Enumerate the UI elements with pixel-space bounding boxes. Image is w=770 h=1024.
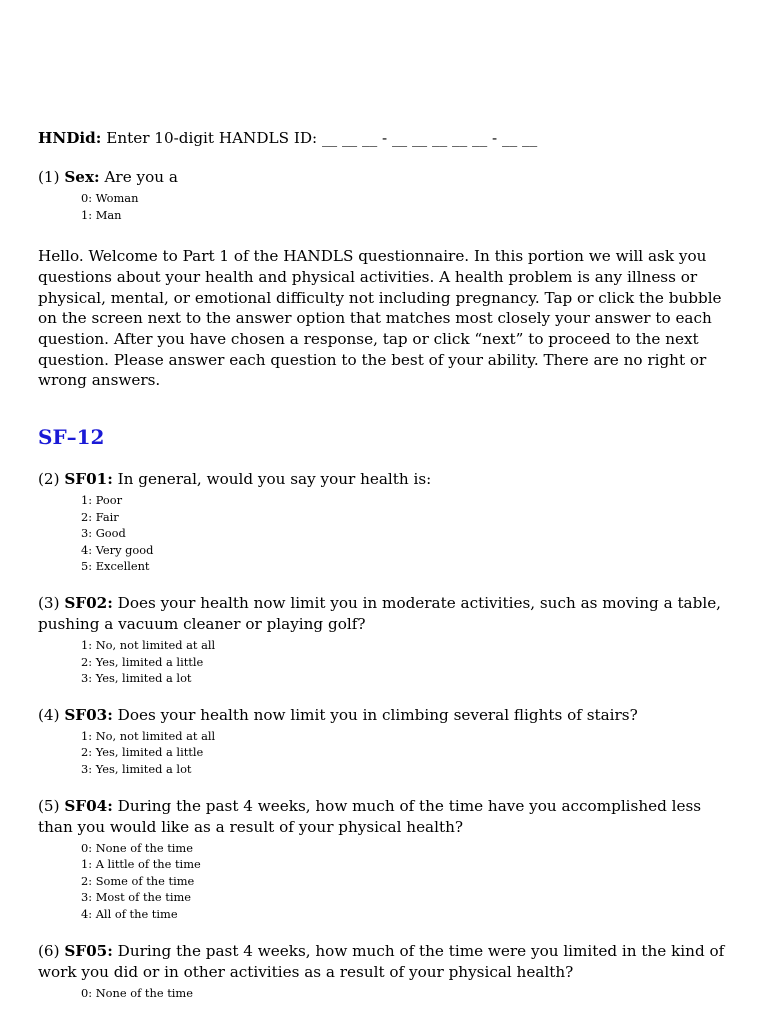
question-label: SF03: <box>64 705 113 724</box>
questionnaire-page <box>38 128 728 1001</box>
question-text: Does your health now limit you in moderate activities, such as moving a table, pushing a vacuum cleaner or playing golf? <box>38 594 722 634</box>
question-number: (3) <box>38 594 60 613</box>
question-5 <box>38 796 728 923</box>
question-2 <box>38 469 728 575</box>
answer-option[interactable]: 2: Fair <box>81 509 119 524</box>
question-label: SF02: <box>64 594 113 613</box>
answer-option[interactable]: 0: None of the time <box>81 985 193 1000</box>
answer-option[interactable]: 1: No, not limited at all <box>81 728 216 743</box>
question-number: (2) <box>38 470 60 489</box>
question-text: Does your health now limit you in climbing several flights of stairs? <box>117 705 638 724</box>
answer-option[interactable]: 5: Excellent <box>81 559 150 574</box>
answer-options <box>81 492 728 575</box>
question-4 <box>38 705 728 778</box>
answer-option[interactable]: 3: Most of the time <box>81 890 192 905</box>
intro-paragraph: Hello. Welcome to Part 1 of the HANDLS questionnaire. In this portion we will ask you questions about your health and physical activities. A health problem is any illness or physical, mental, or emotional difficulty not including pregnancy. Tap or click the bubble on the screen next to the answer option that matches most closely your answer to each question. After you have chosen a response, tap or click “next” to proceed to the next question. Please answer each question to the best of your ability. There are no right or wrong answers. <box>38 247 722 390</box>
answer-option[interactable]: 1: A little of the time <box>81 857 201 872</box>
hndid-text: Enter 10-digit HANDLS ID: __ __ __ - __ __ __ __ __ - __ __ <box>106 129 538 147</box>
question-number: (5) <box>38 796 60 815</box>
hndid-label: HNDid: <box>38 129 102 147</box>
answer-option[interactable]: 0: Woman <box>81 191 139 205</box>
question-text: Are you a <box>104 168 178 186</box>
question-text: During the past 4 weeks, how much of the time have you accomplished less than you would like as a result of your physical health? <box>38 796 702 836</box>
answer-options <box>81 637 728 687</box>
question-number: (4) <box>38 705 60 724</box>
question-3 <box>38 593 728 687</box>
answer-option[interactable]: 3: Yes, limited a lot <box>81 762 192 777</box>
answer-option[interactable]: 1: Man <box>81 207 122 222</box>
answer-option[interactable]: 2: Yes, limited a little <box>81 745 204 760</box>
answer-option[interactable]: 1: No, not limited at all <box>81 638 216 653</box>
answer-option[interactable]: 3: Good <box>81 526 126 541</box>
question-label: SF04: <box>64 796 113 815</box>
question-number: (1) <box>38 168 60 186</box>
answer-option[interactable]: 2: Some of the time <box>81 873 195 888</box>
answer-option[interactable]: 0: None of the time <box>81 840 193 855</box>
answer-option[interactable]: 3: Yes, limited a lot <box>81 671 192 686</box>
answer-option[interactable]: 2: Yes, limited a little <box>81 654 204 669</box>
question-1 <box>38 167 728 223</box>
question-text: In general, would you say your health is: <box>117 470 432 489</box>
hndid-field <box>38 128 728 149</box>
question-number: (6) <box>38 941 60 960</box>
question-label: Sex: <box>64 168 100 186</box>
answer-option[interactable]: 4: All of the time <box>81 907 178 922</box>
section-title: SF–12 <box>38 425 105 450</box>
question-6 <box>38 941 728 1002</box>
answer-options <box>81 985 728 1002</box>
question-text: During the past 4 weeks, how much of the time were you limited in the kind of work you did or in other activities as a result of your physical health? <box>38 941 725 981</box>
answer-option[interactable]: 4: Very good <box>81 542 154 557</box>
question-label: SF01: <box>64 470 113 489</box>
question-label: SF05: <box>64 941 113 960</box>
answer-options <box>81 728 728 778</box>
answer-option[interactable]: 1: Poor <box>81 493 123 508</box>
answer-options <box>81 190 728 223</box>
answer-options <box>81 840 728 923</box>
